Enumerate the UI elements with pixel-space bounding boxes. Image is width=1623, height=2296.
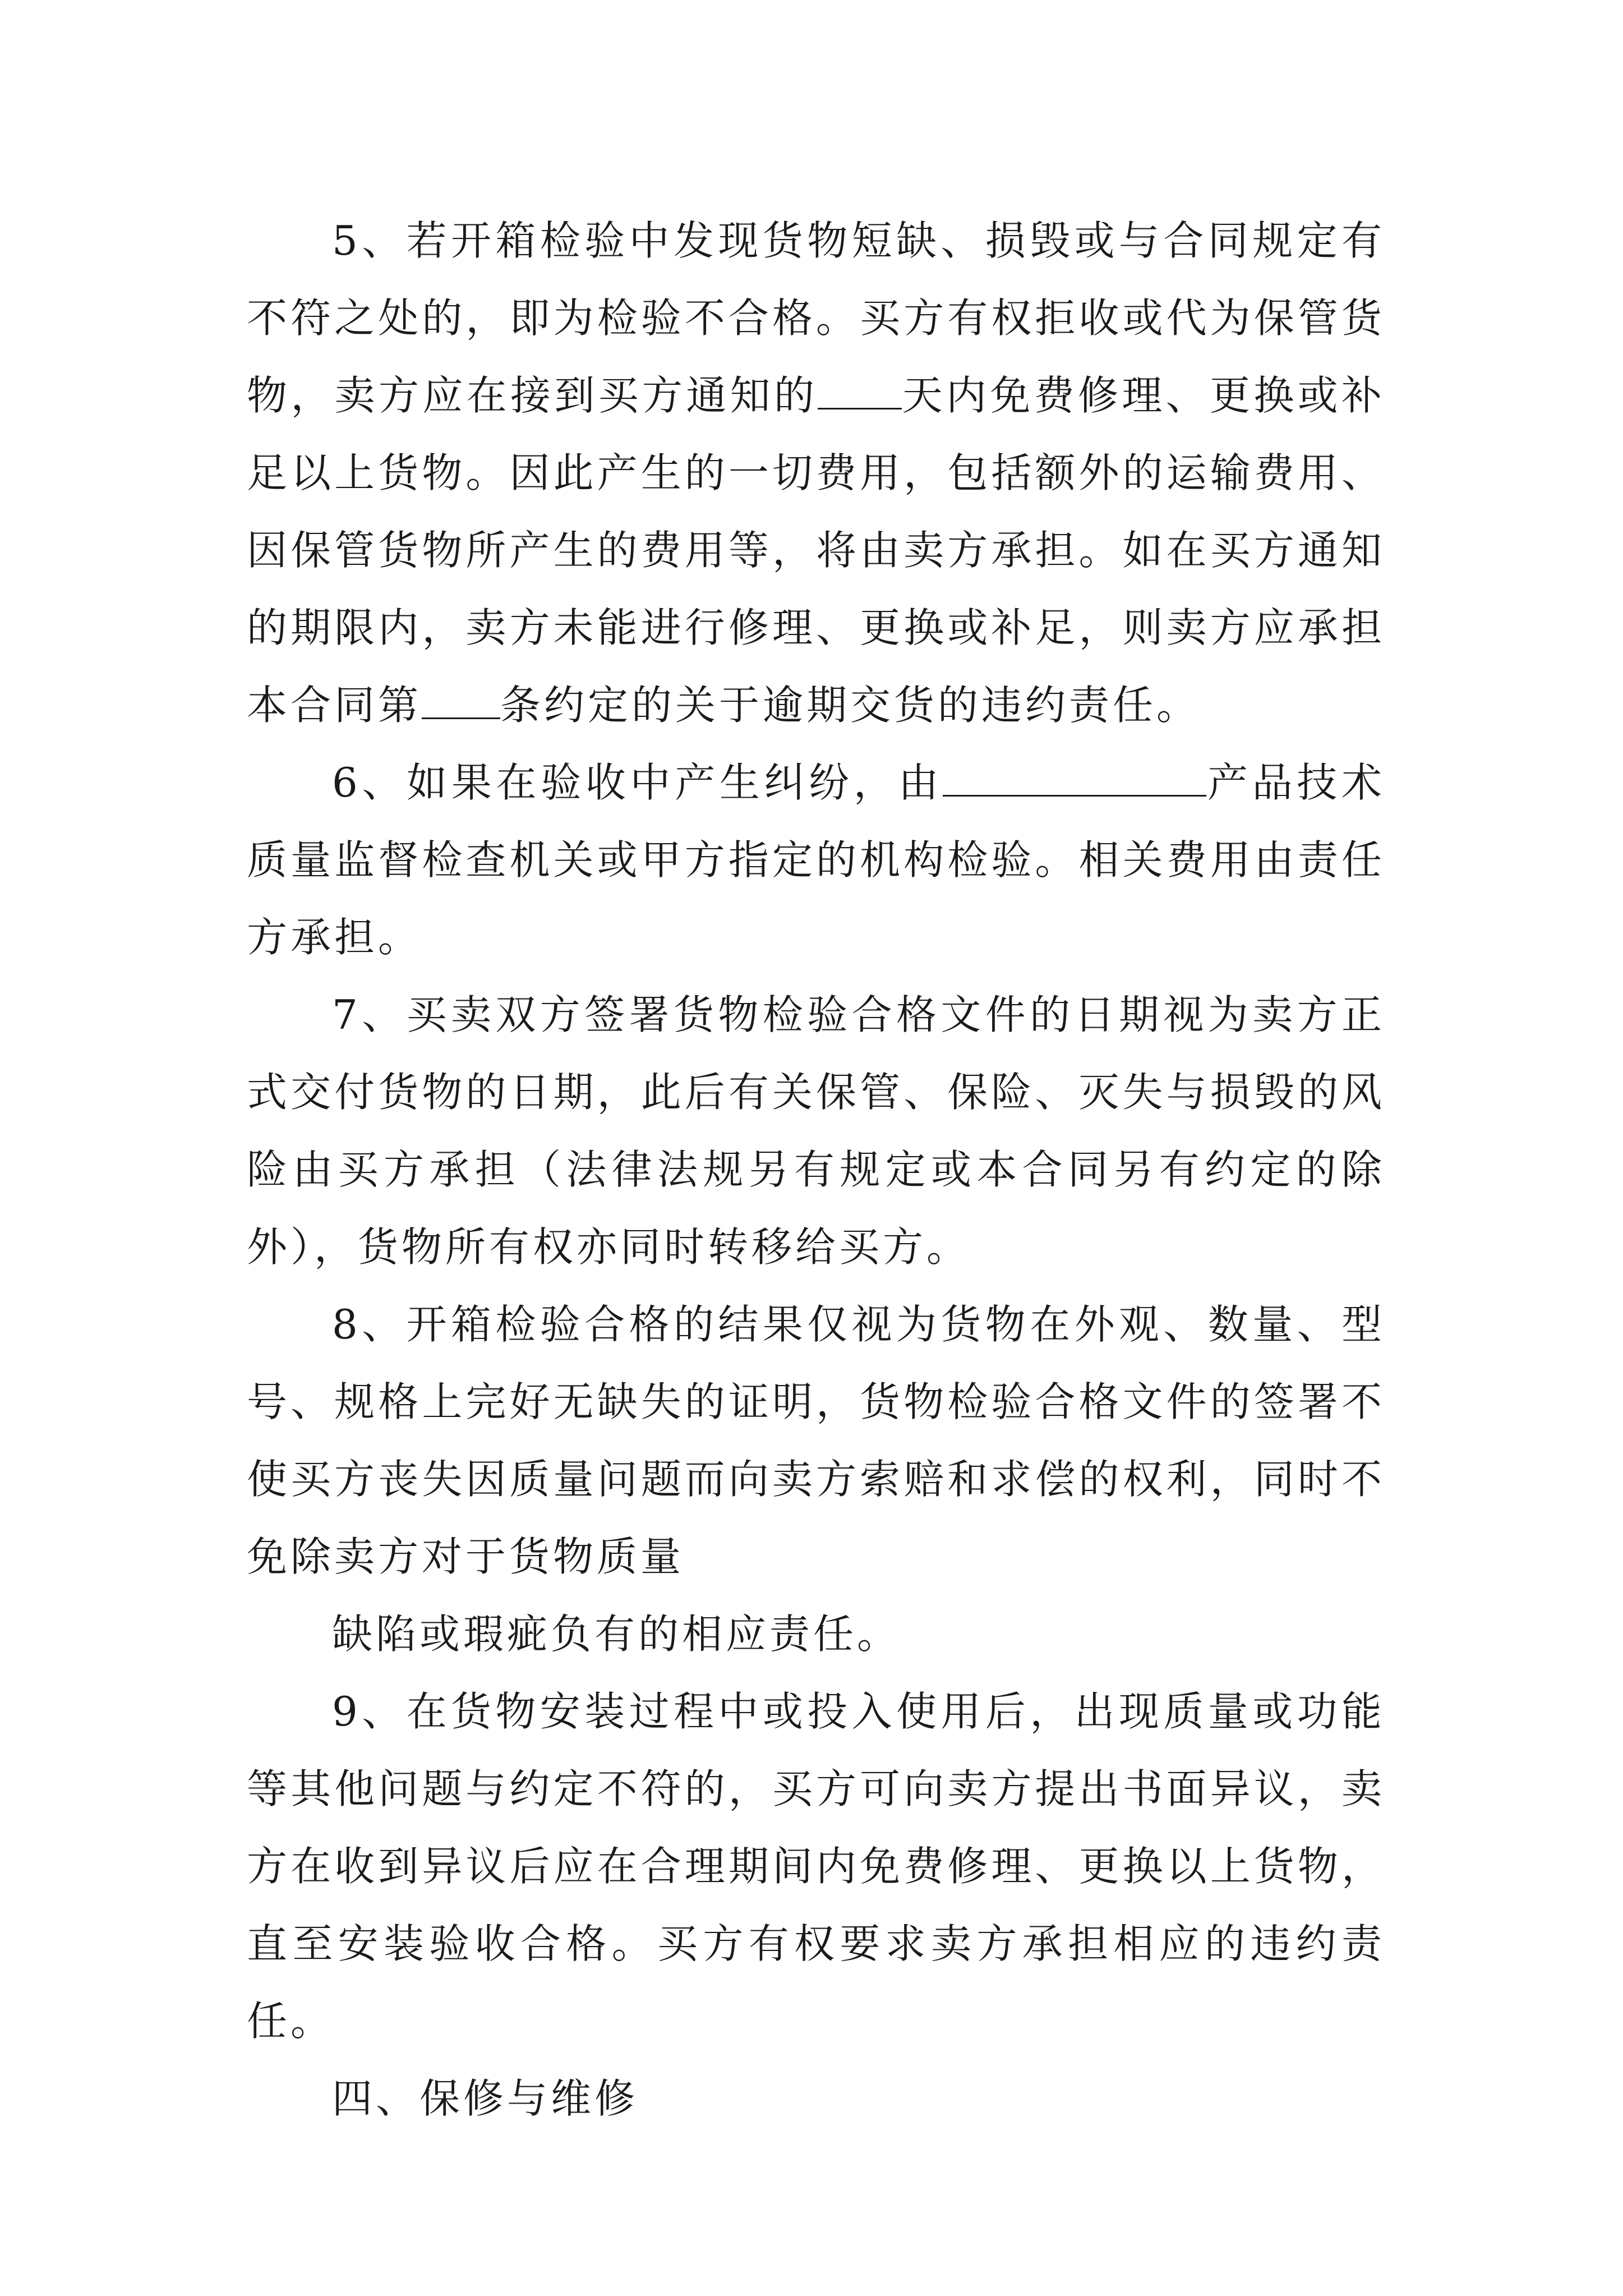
clause-5-text-a: 5、若开箱检验中发现货物短缺、损毁或与合同规定有不符之处的，即为检验不合格。买方有权拒收或代为保管货物，卖方应在接到买方通知的 bbox=[247, 217, 1385, 419]
contract-text bbox=[247, 202, 1385, 2137]
clause-number-blank bbox=[422, 684, 500, 719]
clause-6 bbox=[247, 744, 1385, 976]
clause-8-continued: 缺陷或瑕疵负有的相应责任。 bbox=[332, 1611, 901, 1658]
clause-6-text-a: 6、如果在验收中产生纠纷，由 bbox=[332, 759, 943, 806]
authority-blank bbox=[943, 761, 1206, 797]
clause-7: 7、买卖双方签署货物检验合格文件的日期视为卖方正式交付货物的日期，此后有关保管、保险、灭失与损毁的风险由买方承担（法律法规另有规定或本合同另有约定的除外），货物所有权亦同时转移给买方。 bbox=[247, 991, 1385, 1271]
clause-5 bbox=[247, 202, 1385, 744]
clause-8: 8、开箱检验合格的结果仅视为货物在外观、数量、型号、规格上完好无缺失的证明，货物检验合格文件的签署不使买方丧失因质量问题而向卖方索赔和求偿的权利，同时不免除卖方对于货物质量 bbox=[247, 1301, 1385, 1580]
clause-9: 9、在货物安装过程中或投入使用后，出现质量或功能等其他问题与约定不符的，买方可向卖方提出书面异议，卖方在收到异议后应在合理期间内免费修理、更换以上货物，直至安装验收合格。买方有权要求卖方承担相应的违约责任。 bbox=[247, 1688, 1385, 2045]
clause-5-text-c: 条约定的关于逾期交货的违约责任。 bbox=[500, 682, 1201, 729]
days-blank bbox=[818, 374, 902, 409]
clause-5-text-b: 天内免费修理、更换或补足以上货物。因此产生的一切费用，包括额外的运输费用、因保管货物所产生的费用等，将由卖方承担。如在买方通知的期限内，卖方未能进行修理、更换或补足，则卖方应承担本合同第 bbox=[247, 372, 1385, 729]
clause-6-text-b: 产品技术质量监督检查机关或甲方指定的机构检验。相关费用由责任方承担。 bbox=[247, 759, 1385, 961]
section-heading-warranty: 四、保修与维修 bbox=[332, 2075, 639, 2122]
